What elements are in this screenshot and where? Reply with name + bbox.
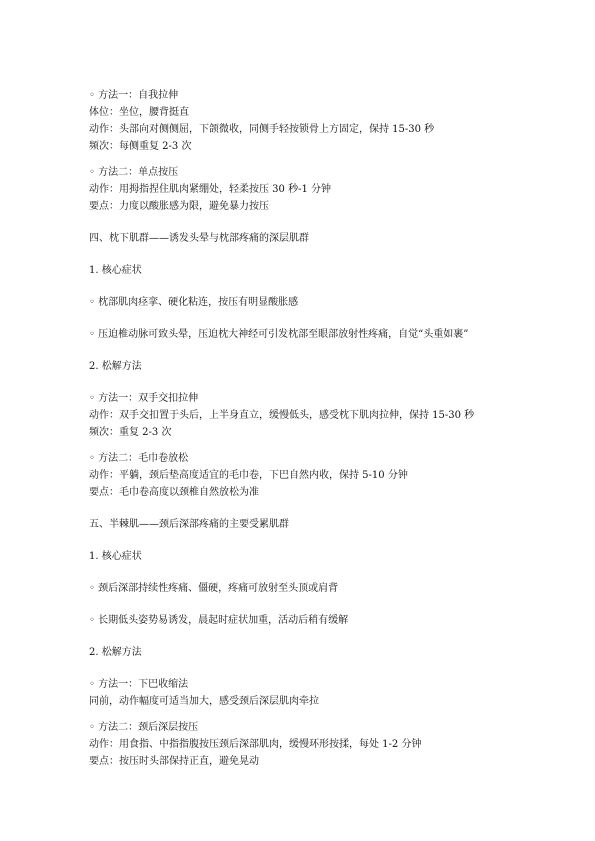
key-point-line: 要点：毛巾卷高度以颈椎自然放松为准 <box>89 487 259 498</box>
document-body <box>89 87 559 770</box>
key-point-line: 要点：力度以酸胀感为限，避免暴力按压 <box>89 201 269 212</box>
action-line: 动作：用食指、中指指腹按压颈后深部肌肉，缓慢环形按揉，每处 1-2 分钟 <box>89 739 422 750</box>
frequency-line: 频次：每侧重复 2-3 次 <box>89 141 192 152</box>
release-methods-heading: 2. 松解方法 <box>89 361 142 372</box>
method-two-heading: ◦ 方法二：颈后深层按压 <box>89 722 199 733</box>
posture-line: 体位：坐位，腰背挺直 <box>89 107 189 118</box>
core-symptoms-heading: 1. 核心症状 <box>89 551 142 562</box>
method-two-heading: ◦ 方法二：毛巾卷放松 <box>89 453 189 464</box>
action-line: 动作：双手交扣置于头后，上半身直立，缓慢低头，感受枕下肌肉拉伸，保持 15-30 秒 <box>89 410 475 421</box>
release-methods-heading: 2. 松解方法 <box>89 647 142 658</box>
method-one-heading: ◦ 方法一：双手交扣拉伸 <box>89 393 199 404</box>
section-five-heading: 五、半棘肌——颈后深部疼痛的主要受累肌群 <box>89 519 289 530</box>
action-line: 动作：平躺，颈后垫高度适宜的毛巾卷，下巴自然内收，保持 5-10 分钟 <box>89 470 408 481</box>
symptom-item: ◦ 长期低头姿势易诱发，晨起时症状加重，活动后稍有缓解 <box>89 615 349 626</box>
symptom-item: ◦ 压迫椎动脉可致头晕，压迫枕大神经可引发枕部至眼部放射性疼痛，自觉“头重如裹” <box>89 329 469 340</box>
frequency-line: 频次：重复 2-3 次 <box>89 427 172 438</box>
symptom-item: ◦ 枕部肌肉痉挛、硬化粘连，按压有明显酸胀感 <box>89 297 299 308</box>
section-four-heading: 四、枕下肌群——诱发头晕与枕部疼痛的深层肌群 <box>89 233 309 244</box>
method-one-heading: ◦ 方法一：自我拉伸 <box>89 90 179 101</box>
key-point-line: 要点：按压时头部保持正直，避免晃动 <box>89 756 259 767</box>
method-two-heading: ◦ 方法二：单点按压 <box>89 167 179 178</box>
action-line: 动作：用拇指捏住肌肉紧绷处，轻柔按压 30 秒-1 分钟 <box>89 184 332 195</box>
symptom-item: ◦ 颈后深部持续性疼痛、僵硬，疼痛可放射至头顶或肩背 <box>89 583 339 594</box>
method-note-line: 同前，动作幅度可适当加大，感受颈后深层肌肉牵拉 <box>89 696 319 707</box>
method-one-heading: ◦ 方法一：下巴收缩法 <box>89 679 189 690</box>
action-line: 动作：头部向对侧侧屈，下颌微收，同侧手轻按锁骨上方固定，保持 15-30 秒 <box>89 124 435 135</box>
core-symptoms-heading: 1. 核心症状 <box>89 265 142 276</box>
